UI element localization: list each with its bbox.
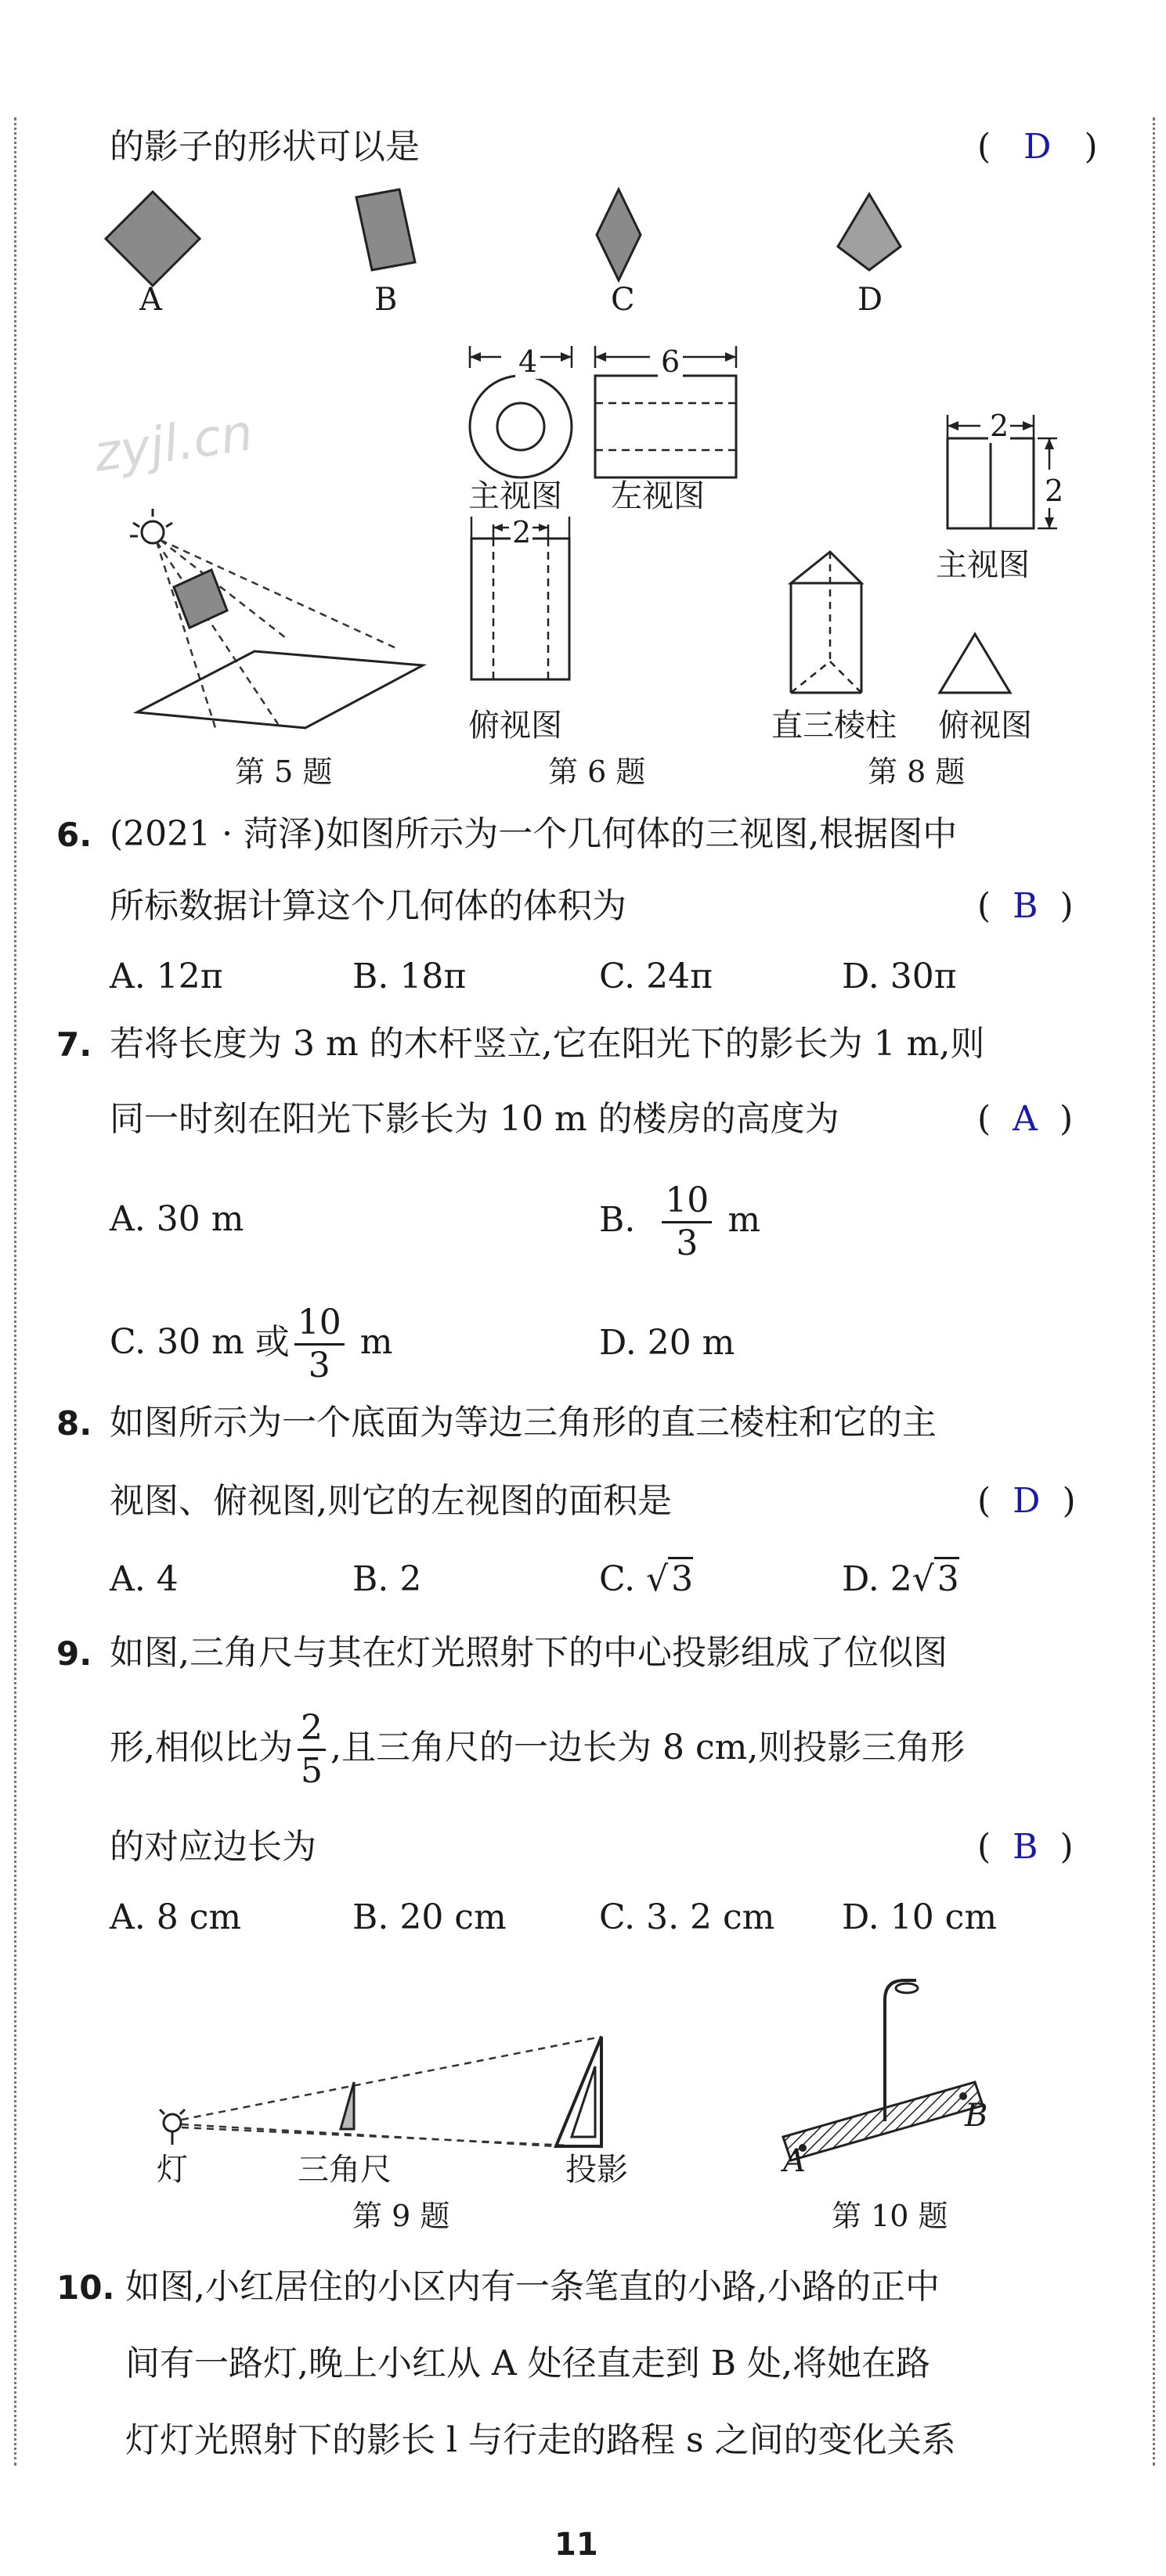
q6-answer-bracket: ( B ): [977, 886, 1074, 926]
q7-line1: 若将长度为 3 m 的木杆竖立,它在阳光下的影长为 1 m,则: [110, 1024, 985, 1064]
q9-option-c: C. 3. 2 cm: [599, 1897, 775, 1937]
fig9-ruler-label: 三角尺: [298, 2152, 392, 2188]
option-label-d: D: [857, 282, 883, 318]
fig8-top-triangle: [940, 634, 1010, 693]
lamp-icon: [160, 2109, 185, 2145]
fig10-road: [783, 2082, 983, 2160]
q5-answer: D: [1023, 127, 1052, 167]
page-number: 11: [554, 2527, 598, 2563]
q5-stem-tail: 的影子的形状可以是: [110, 127, 420, 167]
fig8-prism-label: 直三棱柱: [771, 708, 897, 744]
q9-number: 9.: [56, 1634, 92, 1673]
option-label-b: B: [374, 282, 398, 318]
q9-option-b: B. 20 cm: [352, 1897, 507, 1937]
q7-option-a: A. 30 m: [110, 1199, 244, 1239]
q8-line1: 如图所示为一个底面为等边三角形的直三棱柱和它的主: [110, 1403, 937, 1443]
fig9-lamp-label: 灯: [157, 2152, 188, 2188]
caption-fig9: 第 9 题: [352, 2199, 450, 2233]
paren-close: ): [1084, 127, 1098, 167]
fig9-triangle-projection: [149, 2027, 634, 2160]
q9-line1: 如图,三角尺与其在灯光照射下的中心投影组成了位似图: [110, 1633, 948, 1673]
q8-option-d: D. 2√3: [842, 1556, 959, 1603]
front-outer-circle: [470, 376, 572, 477]
fig10-street-lamp: [775, 1973, 1010, 2184]
caption-fig6: 第 6 题: [548, 755, 646, 789]
fig6-front-label: 主视图: [468, 478, 562, 514]
fig8-dim-height: 2: [1045, 474, 1064, 508]
paren-open: (: [977, 127, 991, 167]
q7-line2: 同一时刻在阳光下影长为 10 m 的楼房的高度为: [110, 1099, 839, 1139]
shape-d-kite: [838, 194, 901, 270]
left-view-rect: [595, 376, 736, 477]
q7-option-b-fraction: $\frac{10}{3}$: [662, 1184, 712, 1261]
fig6-dim-front: 4: [515, 344, 540, 379]
caption-fig5: 第 5 题: [235, 755, 333, 789]
q6-line1: (2021 · 菏泽)如图所示为一个几何体的三视图,根据图中: [110, 814, 958, 854]
q6-option-b: B. 18π: [352, 957, 467, 996]
q7-number: 7.: [56, 1025, 92, 1064]
caption-fig10: 第 10 题: [832, 2199, 948, 2233]
fig8-front-label: 主视图: [936, 547, 1030, 583]
option-label-c: C: [611, 282, 635, 318]
fig6-dim-top: 2: [512, 515, 532, 549]
q6-option-c: C. 24π: [599, 957, 713, 996]
q7-option-c-fraction: $\frac{10}{3}$: [294, 1306, 345, 1383]
fig9-small-triangle: [341, 2082, 354, 2129]
front-inner-circle: [497, 403, 544, 450]
q7-answer-bracket: ( A ): [977, 1099, 1074, 1139]
q6-answer: B: [1013, 886, 1038, 926]
q9-ratio-fraction: $\frac{2}{5}$: [298, 1711, 326, 1789]
shape-b-parallelogram: [356, 189, 415, 270]
fig10-point-b: B: [965, 2098, 988, 2134]
q9-answer: B: [1013, 1827, 1038, 1867]
fig6-left-label: 左视图: [611, 478, 705, 514]
fig9-shadow-label: 投影: [565, 2152, 628, 2188]
q8-answer-bracket: ( D ): [977, 1481, 1076, 1521]
q9-option-d: D. 10 cm: [842, 1897, 998, 1937]
q9-answer-bracket: ( B ): [977, 1827, 1074, 1867]
lamp-icon: [130, 509, 172, 543]
q8-option-a: A. 4: [110, 1559, 179, 1599]
fig5-ground-plane: [137, 651, 423, 728]
q8-answer: D: [1013, 1481, 1041, 1521]
watermark: zyjl.cn: [90, 404, 257, 484]
q10-line3: 灯灯光照射下的影长 l 与行走的路程 s 之间的变化关系: [125, 2420, 956, 2460]
option-label-a: A: [139, 282, 162, 318]
q6-option-a: A. 12π: [110, 957, 223, 996]
q10-line1: 如图,小红居住的小区内有一条笔直的小路,小路的正中: [125, 2267, 940, 2307]
fig8-top-label: 俯视图: [938, 708, 1032, 744]
q9-line2: 形,相似比为 $\frac{2}{5}$ ,且三角尺的一边长为 8 cm,则投影三角形: [110, 1708, 966, 1791]
q5-option-shapes: [94, 180, 1073, 337]
q7-option-c: C. 30 m 或 $\frac{10}{3}$ m: [110, 1302, 393, 1385]
q8-option-c: C. √3: [599, 1556, 693, 1603]
right-margin-dotted-line: [1153, 117, 1155, 2466]
q5-answer-bracket: [977, 124, 1098, 171]
top-view-rect: [471, 539, 569, 679]
q6-option-d: D. 30π: [842, 957, 957, 996]
left-margin-dotted-line: [14, 117, 16, 2466]
q8-number: 8.: [56, 1404, 92, 1443]
q6-number: 6.: [56, 816, 92, 854]
shape-a-square: [106, 192, 200, 286]
q8-line2: 视图、俯视图,则它的左视图的面积是: [110, 1481, 672, 1521]
q10-line2: 间有一路灯,晚上小红从 A 处径直走到 B 处,将她在路: [125, 2344, 931, 2383]
q9-line3: 的对应边长为: [110, 1827, 316, 1867]
q7-option-b: B. $\frac{10}{3}$ m: [599, 1180, 761, 1263]
fig6-top-label: 俯视图: [468, 708, 562, 744]
fig6-dim-left: 6: [658, 344, 683, 379]
fig6-three-views: [454, 337, 752, 712]
q10-number: 10.: [56, 2268, 115, 2307]
fig8-dim-width: 2: [990, 409, 1009, 443]
q7-option-d: D. 20 m: [599, 1323, 735, 1363]
q7-answer: A: [1013, 1099, 1038, 1139]
q8-option-b: B. 2: [352, 1559, 422, 1599]
fig8-prism-top: [791, 552, 861, 583]
caption-fig8: 第 8 题: [868, 755, 966, 789]
q9-option-a: A. 8 cm: [110, 1897, 242, 1937]
q6-line2: 所标数据计算这个几何体的体积为: [110, 886, 626, 926]
fig10-point-a: A: [783, 2143, 806, 2179]
shape-c-rhombus: [597, 189, 641, 280]
fig5-central-projection: [117, 501, 446, 751]
